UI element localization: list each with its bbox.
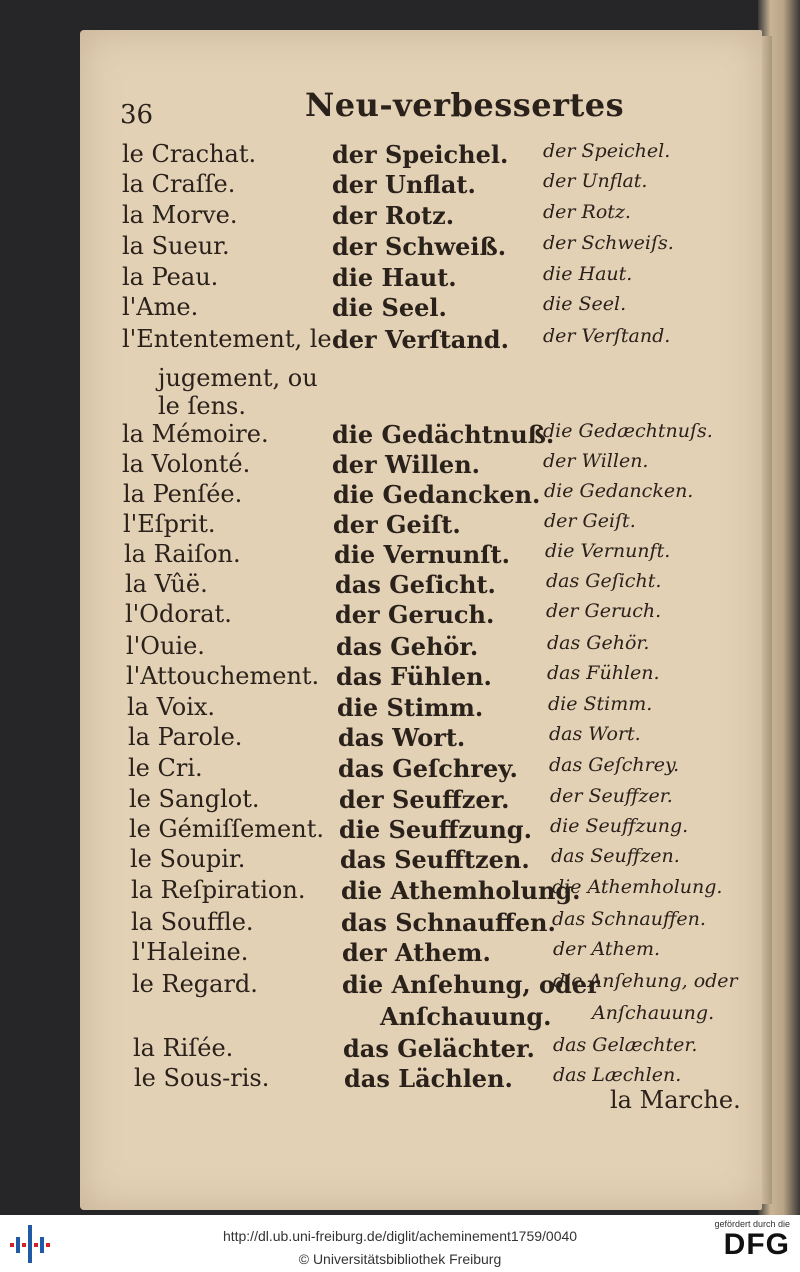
entry-german-latin: der Rotz. xyxy=(543,201,631,223)
entry-german-latin: das Læchlen. xyxy=(553,1064,682,1086)
entry-french: le Regard. xyxy=(132,970,258,998)
entry-german-latin: das Gehör. xyxy=(547,632,650,654)
entry-french: la Parole. xyxy=(128,723,243,751)
viewer-footer xyxy=(0,1215,800,1272)
entry-french: le Sous-ris. xyxy=(134,1064,270,1092)
entry-german: das Schnauffen. xyxy=(341,908,556,937)
running-header: Neu-verbessertes xyxy=(305,86,625,124)
vocabulary-entry xyxy=(0,876,800,908)
entry-german-latin: die Athemholung. xyxy=(552,876,723,898)
vocabulary-entry xyxy=(0,450,800,482)
entry-french: l'Ouie. xyxy=(126,632,205,660)
entry-german: die Athemholung. xyxy=(341,876,581,905)
entry-german-latin: das Seuffzen. xyxy=(551,845,680,867)
page-number: 36 xyxy=(120,100,154,130)
vocabulary-entry xyxy=(0,510,800,542)
entry-french: l'Eſprit. xyxy=(123,510,216,538)
entry-french: la Sueur. xyxy=(122,232,230,260)
entry-german-latin: das Wort. xyxy=(549,723,641,745)
entry-german-latin: die Vernunft. xyxy=(545,540,671,562)
entry-german: die Gedächtnuß. xyxy=(332,420,555,449)
entry-german: der Athem. xyxy=(342,938,491,967)
entry-german-latin: die Anſehung, oder xyxy=(553,970,738,992)
entry-german: der Rotz. xyxy=(332,201,455,230)
entry-continuation: Anſchauung. xyxy=(380,1002,552,1031)
entry-german-latin: die Gedæchtnuſs. xyxy=(543,420,713,442)
entry-french: la Riſée. xyxy=(133,1034,234,1062)
entry-german: der Geiſt. xyxy=(333,510,461,539)
vocabulary-entry xyxy=(0,232,800,264)
entry-french: la Mémoire. xyxy=(122,420,269,448)
entry-german: der Schweiß. xyxy=(332,232,507,261)
entry-continuation: jugement, ou xyxy=(158,364,318,392)
vocabulary-entry xyxy=(0,480,800,512)
vocabulary-entry xyxy=(0,263,800,295)
entry-german: das Fühlen. xyxy=(336,662,492,691)
entry-french: le Gémiſſement. xyxy=(129,815,324,843)
entry-german-latin: die Haut. xyxy=(543,263,633,285)
dfg-logo-icon: DFG xyxy=(723,1228,790,1261)
entry-german: die Stimm. xyxy=(337,693,484,722)
entry-german: das Wort. xyxy=(338,723,466,752)
vocabulary-entry xyxy=(0,293,800,325)
entry-german: das Gehör. xyxy=(336,632,479,661)
entry-german-latin: das Gelæchter. xyxy=(553,1034,698,1056)
vocabulary-entry xyxy=(0,723,800,755)
entry-french: l'Attouchement. xyxy=(126,662,320,690)
entry-french: l'Haleine. xyxy=(132,938,249,966)
entry-french: l'Ame. xyxy=(122,293,199,321)
vocabulary-entry xyxy=(0,170,800,202)
entry-german-latin: die Gedancken. xyxy=(544,480,694,502)
entry-german-latin: die Stimm. xyxy=(548,693,653,715)
vocabulary-entry xyxy=(0,570,800,602)
entry-french: le Soupir. xyxy=(130,845,246,873)
entry-french: le Crachat. xyxy=(122,140,257,168)
entry-german-latin: das Fühlen. xyxy=(547,662,660,684)
vocabulary-entry xyxy=(0,845,800,877)
entry-german: das Lächlen. xyxy=(344,1064,513,1093)
entry-french: le Cri. xyxy=(128,754,203,782)
vocabulary-entry xyxy=(0,140,800,172)
vocabulary-entry xyxy=(0,693,800,725)
entry-french: la Reſpiration. xyxy=(131,876,306,904)
entry-german-latin: das Geſchrey. xyxy=(549,754,680,776)
entry-german: der Seuffzer. xyxy=(339,785,510,814)
vocabulary-entry xyxy=(0,325,800,357)
entry-french: la Penſée. xyxy=(123,480,243,508)
entry-german-latin: das Geſicht. xyxy=(546,570,662,592)
entry-french: la Souffle. xyxy=(131,908,254,936)
entry-french: le Sanglot. xyxy=(129,785,260,813)
entry-continuation: Anſchauung. xyxy=(592,1002,715,1024)
entry-german-latin: die Seuffzung. xyxy=(550,815,689,837)
entry-german: die Vernunſt. xyxy=(334,540,510,569)
catchword: la Marche. xyxy=(610,1086,741,1114)
entry-french: la Raiſon. xyxy=(124,540,241,568)
vocabulary-entry xyxy=(0,970,800,1002)
entry-german-latin: der Unflat. xyxy=(543,170,648,192)
entry-german-latin: der Seuffzer. xyxy=(550,785,673,807)
entry-french: la Voix. xyxy=(127,693,216,721)
vocabulary-entry xyxy=(0,938,800,970)
entry-german: die Seel. xyxy=(332,293,447,322)
vocabulary-entry xyxy=(0,201,800,233)
vocabulary-entry xyxy=(0,420,800,452)
vocabulary-entry xyxy=(0,754,800,786)
entry-german-latin: der Geruch. xyxy=(546,600,662,622)
vocabulary-entry xyxy=(0,632,800,664)
entry-german: die Gedancken. xyxy=(333,480,541,509)
entry-german: das Geſchrey. xyxy=(338,754,518,783)
entry-german-latin: die Seel. xyxy=(543,293,627,315)
vocabulary-entry xyxy=(0,540,800,572)
page-permalink[interactable]: http://dl.ub.uni-freiburg.de/diglit/acheminement1759/0040 xyxy=(222,1228,578,1244)
entry-german-latin: der Willen. xyxy=(543,450,649,472)
vocabulary-entry xyxy=(0,600,800,632)
entry-german: die Anſehung, oder xyxy=(342,970,600,999)
copyright-notice: © Universitätsbibliothek Freiburg xyxy=(298,1251,502,1267)
entry-french: la Peau. xyxy=(122,263,219,291)
entry-german: der Geruch. xyxy=(335,600,495,629)
entry-german-latin: der Speichel. xyxy=(543,140,671,162)
entry-german-latin: der Schweiſs. xyxy=(543,232,674,254)
entry-french: la Volonté. xyxy=(122,450,251,478)
dfg-funder-logo xyxy=(706,1219,790,1269)
entry-german-latin: der Athem. xyxy=(553,938,661,960)
entry-french: la Craſſe. xyxy=(122,170,236,198)
entry-german: der Speichel. xyxy=(332,140,509,169)
vocabulary-entry xyxy=(0,785,800,817)
vocabulary-entry xyxy=(0,1034,800,1066)
entry-german: der Unflat. xyxy=(332,170,476,199)
entry-german-latin: der Verſtand. xyxy=(543,325,671,347)
entry-continuation: le ſens. xyxy=(158,392,246,420)
entry-german: die Seuffzung. xyxy=(339,815,532,844)
entry-german-latin: das Schnauffen. xyxy=(552,908,706,930)
entry-german: der Verſtand. xyxy=(332,325,509,354)
entry-german: das Gelächter. xyxy=(343,1034,535,1063)
vocabulary-entry xyxy=(0,815,800,847)
entry-german: das Geſicht. xyxy=(335,570,496,599)
entry-german: die Haut. xyxy=(332,263,457,292)
entry-french: l'Odorat. xyxy=(125,600,232,628)
entry-german-latin: der Geiſt. xyxy=(544,510,636,532)
entry-french: la Vûë. xyxy=(125,570,208,598)
entry-french: l'Ententement, le xyxy=(122,325,332,353)
vocabulary-entry xyxy=(0,662,800,694)
entry-german: der Willen. xyxy=(332,450,481,479)
entry-german: das Seufftzen. xyxy=(340,845,530,874)
funder-caption: gefördert durch die xyxy=(714,1219,790,1229)
vocabulary-entry xyxy=(0,908,800,940)
entry-french: la Morve. xyxy=(122,201,238,229)
